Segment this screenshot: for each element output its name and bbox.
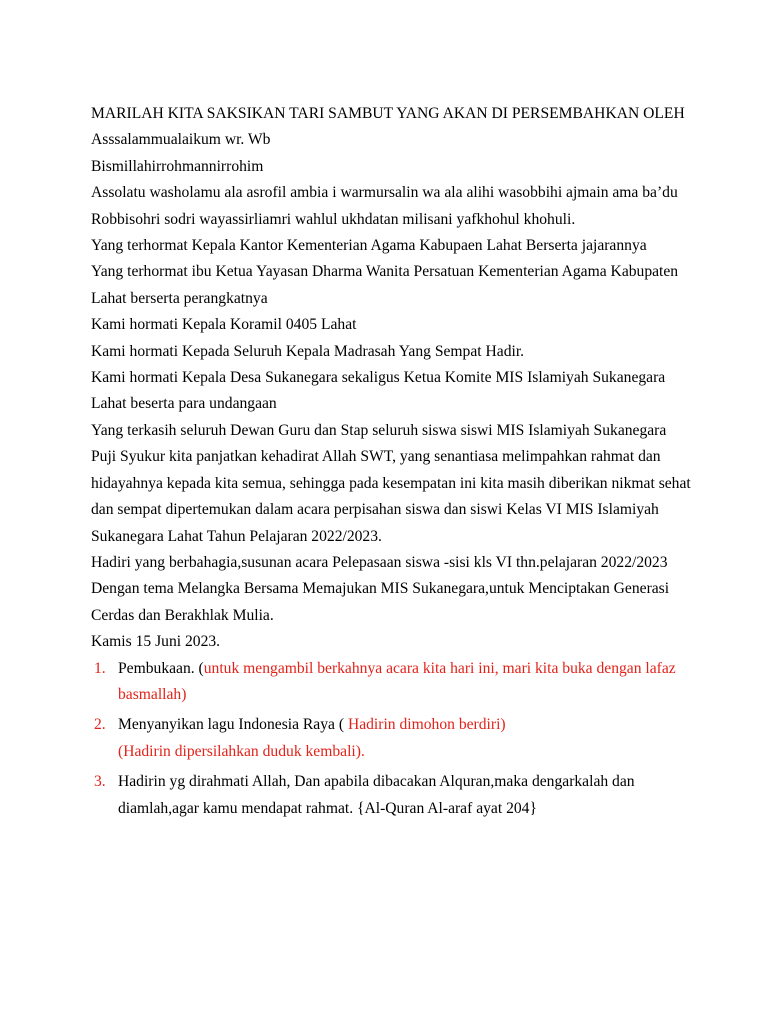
event-date: Kamis 15 Juni 2023. — [91, 633, 221, 651]
document-body — [91, 101, 691, 822]
salutation-kemenag: Yang terhormat Kepala Kantor Kementerian Agama Kabupaen Lahat Berserta jajarannya — [91, 237, 647, 255]
salutation-kepala-madrasah: Kami hormati Kepada Seluruh Kepala Madrasah Yang Sempat Hadir. — [91, 342, 525, 360]
salutation-dharma-wanita: Yang terhormat ibu Ketua Yayasan Dharma Wanita Persatuan Kementerian Agama Kabupaten Lahat berserta perangkatnya — [91, 263, 679, 307]
list-item — [91, 769, 691, 822]
list-item-note: (Hadirin dipersilahkan duduk kembali). — [118, 742, 365, 760]
list-item — [91, 656, 691, 709]
list-number: 3. — [94, 773, 106, 791]
salawat: Assolatu washolamu ala asrofil ambia i warmursalin wa ala alihi wasobbihi ajmain ama ba’du — [91, 184, 678, 202]
list-item-note: Hadirin dimohon berdiri) — [347, 716, 506, 734]
list-item-text: Menyanyikan lagu Indonesia Raya ( — [118, 716, 348, 734]
agenda-list — [91, 656, 691, 822]
opening-prayer: Robbisohri sodri wayassirliamri wahlul ukhdatan milisani yafkhohul khohuli. — [91, 210, 576, 228]
list-item — [91, 712, 691, 765]
greeting: Asssalammualaikum wr. Wb — [91, 131, 271, 149]
gratitude-paragraph: Puji Syukur kita panjatkan kehadirat Allah SWT, yang senantiasa melimpahkan rahmat dan hidayahnya kepada kita semua, sehingga pada kesempatan ini kita masih diberikan nikmat sehat dan sempat dipertemukan dalam acara perpisahan siswa dan siswi Kelas VI MIS Islamiyah Sukanegara Lahat Tahun Pelajaran 2022/2023. — [91, 448, 691, 545]
salutation-kepala-desa: Kami hormati Kepala Desa Sukanegara sekaligus Ketua Komite MIS Islamiyah Sukanegara Lahat beserta para undangaan — [91, 369, 666, 413]
basmalah: Bismillahirrohmannirrohim — [91, 157, 264, 175]
agenda-intro: Hadiri yang berbahagia,susunan acara Pelepasaan siswa -sisi kls VI thn.pelajaran 2022/2023 Dengan tema Melangka Bersama Memajukan MIS Sukanegara,untuk Menciptakan Generasi Cerdas dan Berakhlak Mulia. — [91, 553, 670, 624]
list-number: 2. — [94, 716, 106, 734]
salutation-dewan-guru: Yang terkasih seluruh Dewan Guru dan Stap seluruh siswa siswi MIS Islamiyah Sukanegara — [91, 421, 667, 439]
salutation-koramil: Kami hormati Kepala Koramil 0405 Lahat — [91, 316, 357, 334]
announcement-heading: MARILAH KITA SAKSIKAN TARI SAMBUT YANG AKAN DI PERSEMBAHKAN OLEH — [91, 105, 685, 122]
list-number: 1. — [94, 659, 106, 677]
list-item-note: untuk mengambil berkahnya acara kita hari ini, mari kita buka dengan lafaz basmallah) — [118, 659, 676, 703]
list-item-text: Hadirin yg dirahmati Allah, Dan apabila dibacakan Alquran,maka dengarkalah dan diamlah,agar kamu mendapat rahmat. {Al-Quran Al-araf ayat 204} — [118, 773, 635, 817]
list-item-text: Pembukaan. ( — [118, 659, 204, 677]
